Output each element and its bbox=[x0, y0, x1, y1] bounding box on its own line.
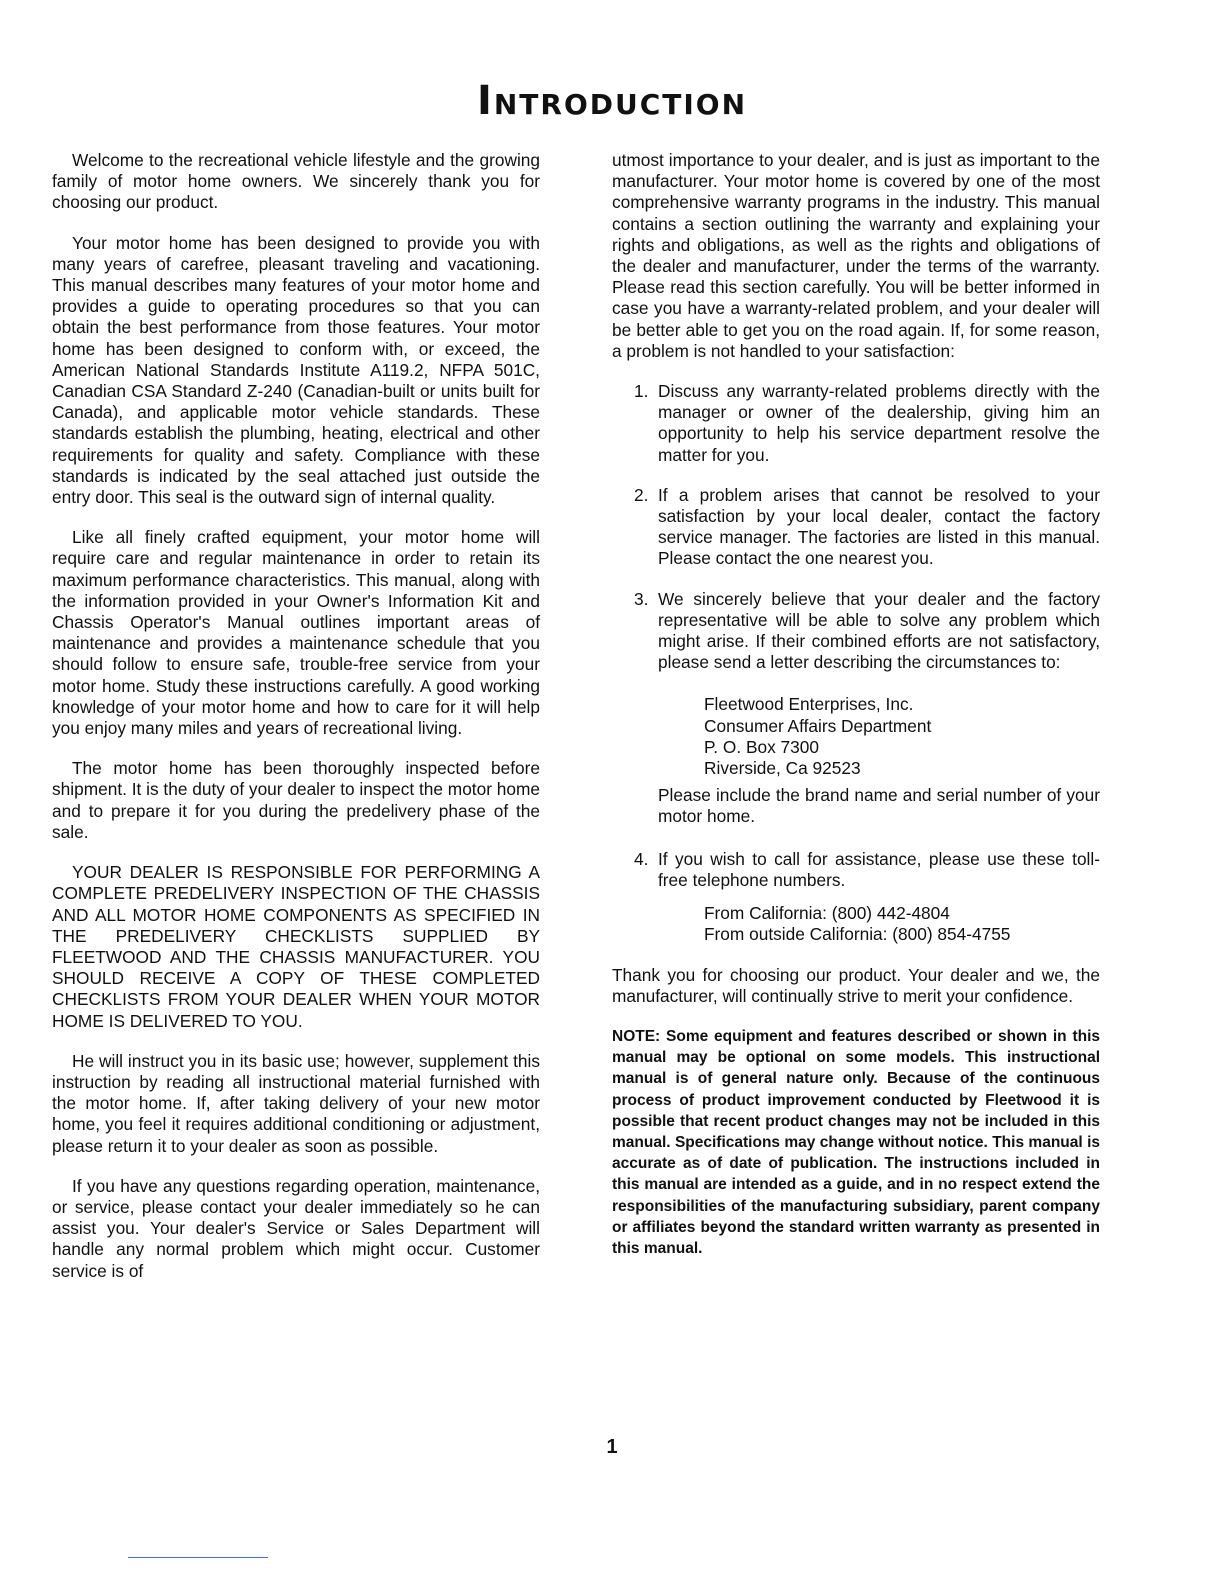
list-text: If a problem arises that cannot be resolved to your satisfaction by your local dealer, contact the factory service manager. The factories are listed in this manual. Please contact the one nearest you. bbox=[658, 484, 1100, 569]
list-text: We sincerely believe that your dealer and the factory representative will be able to solve any problem which might arise. If their combined efforts are not satisfactory, please send a letter describing the circumstances to: bbox=[658, 588, 1100, 673]
list-item bbox=[612, 381, 1100, 466]
paragraph: Like all finely crafted equipment, your motor home will require care and regular maintenance in order to retain its maximum performance characteristics. This manual, along with the information provided in your Owner's Information Kit and Chassis Operator's Manual outlines important areas of maintenance and provides a maintenance schedule that you should follow to ensure safe, trouble-free service from your motor home. Study these instructions carefully. A good working knowledge of your motor home and how to care for it will help you enjoy many miles and years of recreational living. bbox=[52, 527, 540, 739]
list-item bbox=[612, 485, 1100, 570]
list-number: 4. bbox=[634, 848, 649, 869]
divider bbox=[128, 1557, 268, 1558]
page-number: 1 bbox=[606, 1436, 618, 1458]
steps-list bbox=[612, 381, 1100, 945]
list-number: 1. bbox=[634, 381, 649, 402]
closing-paragraph: Thank you for choosing our product. Your dealer and we, the manufacturer, will continually strive to merit your confidence. bbox=[612, 964, 1100, 1006]
list-text: If you wish to call for assistance, please use these toll-free telephone numbers. bbox=[658, 848, 1100, 890]
note-paragraph: NOTE: Some equipment and features described or shown in this manual may be optional on some models. This instructional manual is of general nature only. Because of the continuous process of product improvement conducted by Fleetwood it is possible that recent product changes may not be included in this manual. Specifications may change without notice. This manual is accurate as of date of publication. The instructions included in this manual are intended as a guide, and in no respect extend the responsibilities of the manufacturing subsidiary, parent company or affiliates beyond the standard written warranty as presented in this manual. bbox=[612, 1027, 1100, 1257]
list-text: Discuss any warranty-related problems directly with the manager or owner of the dealership, giving him an opportunity to help his service department resolve the matter for you. bbox=[658, 381, 1100, 465]
paragraph: Your motor home has been designed to provide you with many years of carefree, pleasant traveling and vacationing. This manual describes many features of your motor home and provides a guide to operating procedures so that you can obtain the best performance from those features. Your motor home has been designed to conform with, or exceed, the American National Standards Institute A119.2, NFPA 501C, Canadian CSA Standard Z-240 (Canadian-built or units built for Canada), and applicable motor vehicle standards. These standards establish the plumbing, heating, electrical and other requirements for quality and safety. Compliance with these standards is indicated by the seal attached just outside the entry door. This seal is the outward sign of internal quality. bbox=[52, 232, 540, 508]
address-block bbox=[658, 694, 1100, 779]
address-line: P. O. Box 7300 bbox=[704, 736, 819, 757]
left-column bbox=[52, 150, 540, 1301]
list-number: 3. bbox=[634, 588, 649, 609]
phone-block bbox=[658, 903, 1100, 945]
address-line: Consumer Affairs Department bbox=[704, 715, 932, 736]
address-note: Please include the brand name and serial number of your motor home. bbox=[658, 785, 1100, 827]
address-line: Fleetwood Enterprises, Inc. bbox=[704, 694, 914, 715]
address-line: Riverside, Ca 92523 bbox=[704, 758, 861, 779]
paragraph: utmost importance to your dealer, and is just as important to the manufacturer. Your motor home is covered by one of the most comprehensive warranty programs in the industry. This manual contains a section outlining the warranty and explaining your rights and obligations, as well as the rights and obligations of the dealer and manufacturer, under the terms of the warranty. Please read this section carefully. You will be better informed in case you have a warranty-related problem, and your dealer will be better able to get you on the road again. If, for some reason, a problem is not handled to your satisfaction: bbox=[612, 150, 1100, 361]
list-number: 2. bbox=[634, 484, 649, 505]
phone-line: From California: (800) 442-4804 bbox=[704, 903, 950, 924]
list-item bbox=[612, 589, 1100, 828]
page-title: Introduction bbox=[476, 78, 748, 124]
paragraph: If you have any questions regarding operation, maintenance, or service, please contact your dealer immediately so he can assist you. Your dealer's Service or Sales Department will handle any normal problem which might occur. Customer service is of bbox=[52, 1175, 540, 1281]
list-item bbox=[612, 849, 1100, 946]
paragraph: He will instruct you in its basic use; however, supplement this instruction by reading all instructional material furnished with the motor home. If, after taking delivery of your new motor home, you feel it requires additional conditioning or adjustment, please return it to your dealer as soon as possible. bbox=[52, 1050, 540, 1156]
paragraph: YOUR DEALER IS RESPONSIBLE FOR PERFORMING A COMPLETE PREDELIVERY INSPECTION OF THE CHASSIS AND ALL MOTOR HOME COMPONENTS AS SPECIFIED IN THE PREDELIVERY CHECKLISTS SUPPLIED BY FLEETWOOD AND THE CHASSIS MANUFACTURER. YOU SHOULD RECEIVE A COPY OF THESE COMPLETED CHECKLISTS FROM YOUR DEALER WHEN YOUR MOTOR HOME IS DELIVERED TO YOU. bbox=[52, 862, 540, 1031]
paragraph: Welcome to the recreational vehicle lifestyle and the growing family of motor home owners. We sincerely thank you for choosing our product. bbox=[52, 150, 540, 213]
right-column bbox=[612, 150, 1100, 1278]
phone-line: From outside California: (800) 854-4755 bbox=[704, 924, 1011, 945]
paragraph: The motor home has been thoroughly inspected before shipment. It is the duty of your dealer to inspect the motor home and to prepare it for you during the predelivery phase of the sale. bbox=[52, 758, 540, 842]
